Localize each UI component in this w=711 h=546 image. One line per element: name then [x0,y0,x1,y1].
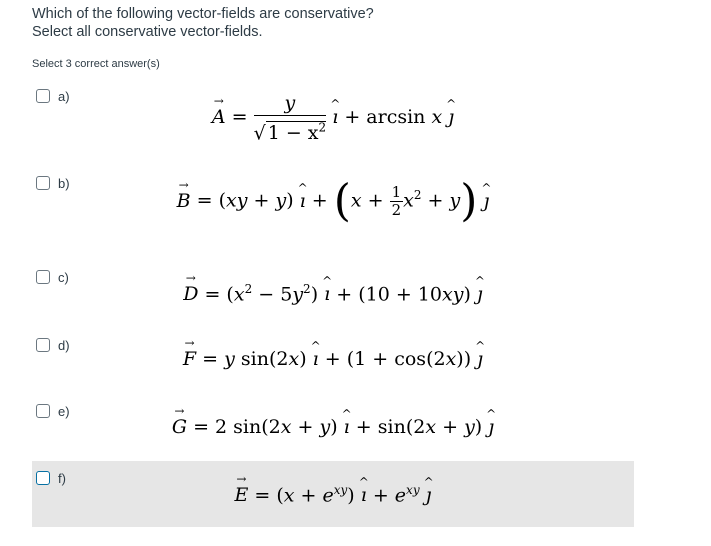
option-e-equation: → G = 2 sin(2x + y) ^ ı + sin(2x + y) ^ ȷ [32,416,634,438]
question-text [32,5,374,41]
option-d-equation: → F = y sin(2x) ^ ı + (1 + cos(2x)) ^ ȷ [32,348,634,370]
option-a-equation: → A = $\frac{y}{√ 1 - x^2}$ ^ ı + arcsin x ^ ȷ [32,91,634,145]
option-a[interactable] [32,89,634,155]
question-line-1: Which of the following vector-fields are conservative? [32,6,374,22]
option-b-label: b) [58,176,70,191]
option-e-label: e) [58,404,70,419]
option-f[interactable] [32,461,634,527]
option-f-label: f) [58,471,66,486]
answer-count-hint: Select 3 correct answer(s) [32,58,160,70]
option-d-label: d) [58,338,70,353]
question-line-2: Select all conservative vector-fields. [32,24,263,40]
option-c-equation: → $D = (x^2 - 5y^2)$ ^ ı + (10 + 10xy) ^ ȷ [32,282,634,305]
option-b[interactable] [32,176,634,242]
option-b-equation: → B = (xy + y) ^ ı + (x + $\frac{1}{2}$ $x^2 + y$) ^ ȷ [32,184,634,219]
fraction: $\frac{y}{√ 1 - x^2}$ [253,92,327,145]
option-c[interactable] [32,270,634,336]
option-c-label: c) [58,270,69,285]
option-a-label: a) [58,89,70,104]
option-f-equation: → $E = (x + e^{xy})$ ^ ı + $e^{xy}$ ^ ȷ [32,483,634,506]
option-d[interactable] [32,338,634,404]
